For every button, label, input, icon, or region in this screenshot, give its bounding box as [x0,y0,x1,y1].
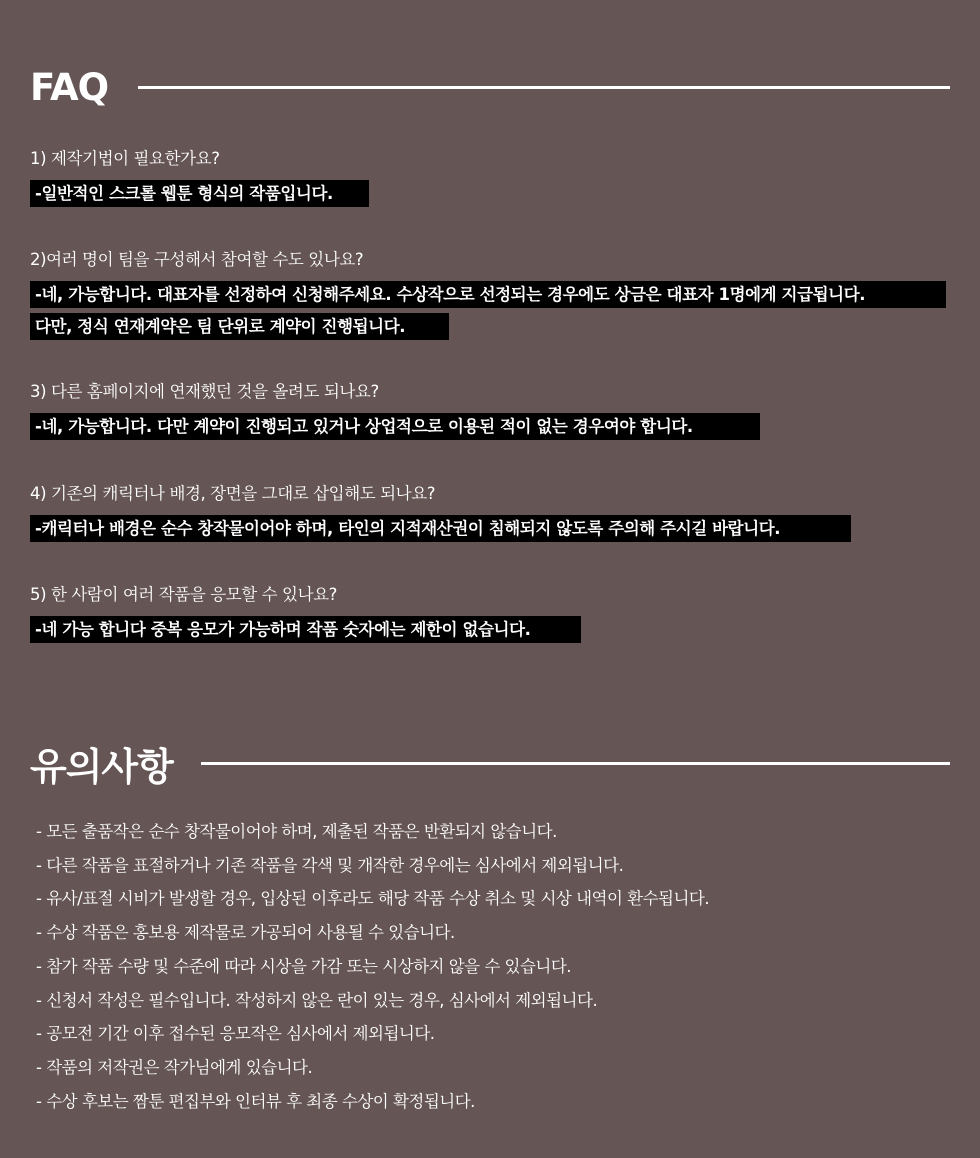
faq-item [30,482,960,542]
faq-answer-line: -네, 가능합니다. 대표자를 선정하여 신청해주세요. 수상작으로 선정되는 경우에도 상금은 대표자 1명에게 지급됩니다. [30,281,946,308]
faq-question: 5) 한 사람이 여러 작품을 응모할 수 있나요? [30,585,338,604]
faq-answer [30,180,960,207]
faq-item [30,583,960,643]
notice-item: - 공모전 기간 이후 접수된 응모작은 심사에서 제외됩니다. [36,1024,435,1044]
notice-title: 유의사항 [30,745,173,789]
faq-divider [138,86,950,89]
notice-item: - 유사/표절 시비가 발생할 경우, 입상된 이후라도 해당 작품 수상 취소 및 시상 내역이 환수됩니다. [36,889,710,909]
faq-answer [30,413,960,440]
faq-answer-line: -캐릭터나 배경은 순수 창작물이어야 하며, 타인의 지적재산권이 침해되지 않도록 주의해 주시길 바랍니다. [30,515,851,542]
notice-item: - 수상 후보는 짬툰 편집부와 인터뷰 후 최종 수상이 확정됩니다. [36,1091,475,1111]
faq-answer [30,281,960,340]
faq-answer-line: -네 가능 합니다 중복 응모가 가능하며 작품 숫자에는 제한이 없습니다. [30,616,581,643]
faq-answer [30,616,960,643]
faq-question: 1) 제작기법이 필요한가요? [30,149,220,168]
faq-answer-line: -네, 가능합니다. 다만 계약이 진행되고 있거나 상업적으로 이용된 적이 없는 경우여야 합니다. [30,413,760,440]
faq-item [30,380,960,440]
faq-item [30,147,960,207]
faq-question: 3) 다른 홈페이지에 연재했던 것을 올려도 되나요? [30,382,379,401]
faq-answer-line: -일반적인 스크롤 웹툰 형식의 작품입니다. [30,180,369,207]
notice-item: - 수상 작품은 홍보용 제작물로 가공되어 사용될 수 있습니다. [36,923,455,943]
faq-header [30,66,950,109]
notice-header [30,736,950,791]
faq-answer-line: 다만, 정식 연재계약은 팀 단위로 계약이 진행됩니다. [30,313,449,340]
notice-item: - 작품의 저작권은 작가님에게 있습니다. [36,1057,313,1077]
faq-title: FAQ [30,66,109,109]
faq-question: 2)여러 명이 팀을 구성해서 참여할 수도 있나요? [30,250,364,269]
notice-item: - 참가 작품 수량 및 수준에 따라 시상을 가감 또는 시상하지 않을 수 있습니다. [36,956,572,976]
notice-item: - 신청서 작성은 필수입니다. 작성하지 않은 란이 있는 경우, 심사에서 제외됩니다. [36,990,598,1010]
notice-list [36,815,960,1118]
faq-item [30,248,960,340]
notice-item: - 모든 출품작은 순수 창작물이어야 하며, 제출된 작품은 반환되지 않습니다. [36,822,557,841]
notice-item: - 다른 작품을 표절하거나 기존 작품을 각색 및 개작한 경우에는 심사에서 제외됩니다. [36,855,624,875]
faq-question: 4) 기존의 캐릭터나 배경, 장면을 그대로 삽입해도 되나요? [30,484,436,503]
faq-answer [30,515,960,542]
notice-divider [201,762,950,765]
